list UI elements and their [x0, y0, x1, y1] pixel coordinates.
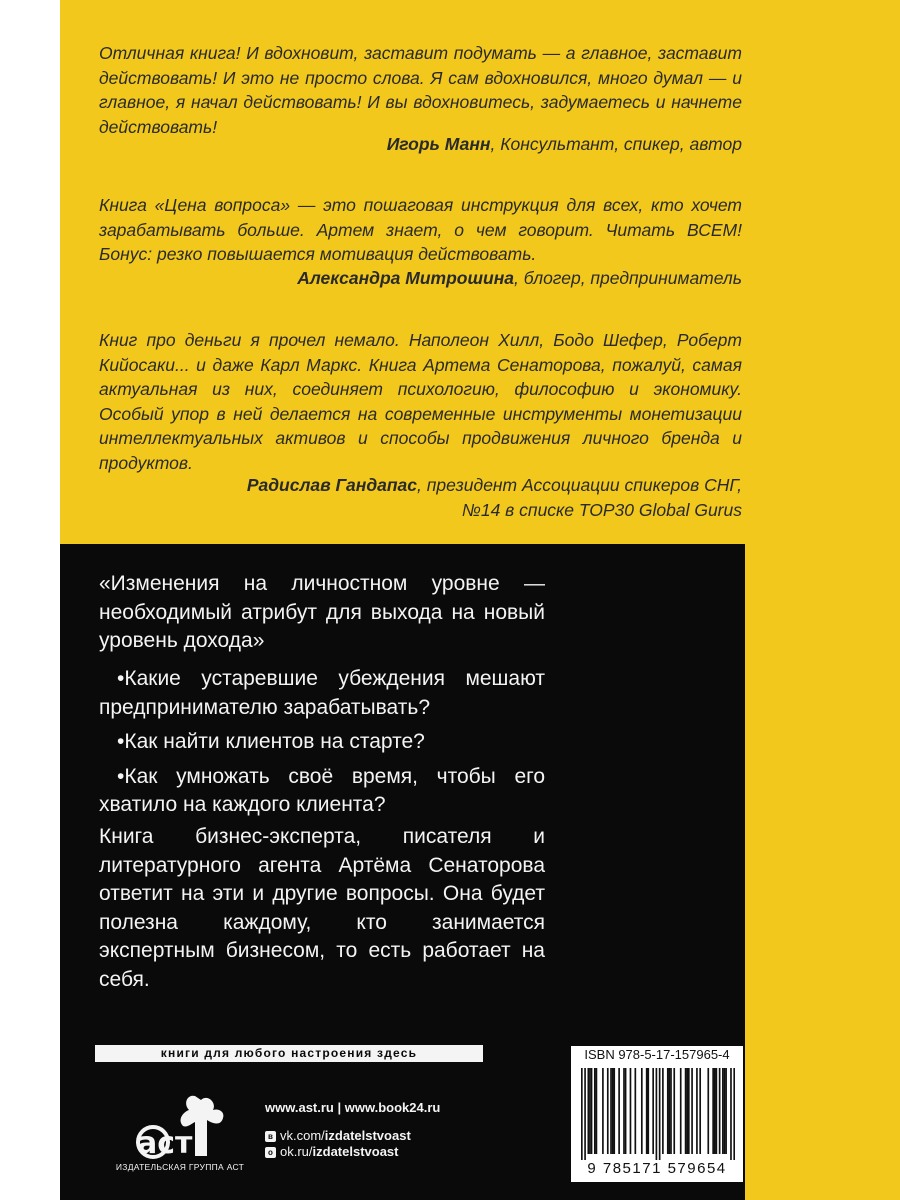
barcode-bar: [686, 1068, 688, 1154]
barcode-bar: [662, 1068, 664, 1154]
barcode-bar: [673, 1068, 675, 1154]
websites: www.ast.ru | www.book24.ru: [265, 1100, 441, 1115]
description-text: Книга бизнес-эксперта, писателя и литературного агента Артёма Сенаторова ответит на эти и другие вопросы. Она будет полезна каждому, кто занимается экспертным бизнесом, то есть работает на себя.: [99, 825, 545, 991]
barcode-bar: [712, 1068, 714, 1154]
barcode-bar: [707, 1068, 709, 1154]
barcode-bar: [730, 1068, 732, 1160]
review-2-attribution: [102, 266, 742, 291]
review-3-role-line2: №14 в списке TOP30 Global Gurus: [461, 499, 742, 520]
vk-handle: izdatelstvoast: [324, 1128, 411, 1143]
barcode-bar: [613, 1068, 615, 1154]
barcode-bar: [630, 1068, 632, 1154]
question-item-1: •Какие устаревшие убеждения мешают предпринимателю зарабатывать?: [99, 667, 545, 719]
ok-prefix: ok.ru/: [280, 1144, 313, 1159]
barcode-bar: [618, 1068, 620, 1154]
barcode-bar: [646, 1068, 648, 1154]
barcode-bar: [581, 1068, 583, 1160]
review-1-attribution: [102, 132, 742, 157]
review-1: [99, 41, 742, 139]
barcode-bar: [623, 1068, 625, 1154]
vk-prefix: vk.com/: [280, 1128, 325, 1143]
review-3-role: , президент Ассоциации спикеров СНГ,: [417, 475, 742, 495]
barcode-bar: [669, 1068, 671, 1154]
barcode-bar: [716, 1068, 718, 1154]
barcode-bar: [602, 1068, 604, 1154]
review-2-text: Книга «Цена вопроса» — это пошаговая инструкция для всех, кто хочет зарабатывать больше. Артем знает, о чем говорит. Читать ВСЕМ! Бонус: резко повышается мотивация действовать.: [99, 195, 742, 264]
question-item-3: •Как умножать своё время, чтобы его хватило на каждого клиента?: [99, 764, 545, 816]
main-quote-text: «Изменения на личностном уровне — необходимый атрибут для выхода на новый уровень дохода»: [99, 572, 545, 652]
barcode-bar: [688, 1068, 690, 1154]
barcode-bar: [733, 1068, 735, 1160]
barcode-bar: [612, 1068, 614, 1154]
description: [99, 823, 545, 994]
main-quote: [99, 570, 545, 656]
barcode-bar: [594, 1068, 596, 1154]
review-3: [99, 328, 742, 475]
isbn-text: ISBN 978-5-17-157965-4: [584, 1047, 730, 1062]
barcode-bar: [625, 1068, 627, 1154]
barcode-bar: [652, 1068, 654, 1154]
barcode-bar: [634, 1068, 636, 1154]
barcode-bar: [659, 1068, 661, 1160]
review-1-role: , Консультант, спикер, автор: [490, 134, 742, 154]
review-2-role: , блогер, предприниматель: [514, 268, 742, 288]
barcode-bar: [725, 1068, 727, 1154]
yellow-strip: [745, 1170, 900, 1200]
barcode-bar: [685, 1068, 687, 1154]
question-item-2: •Как найти клиентов на старте?: [117, 730, 425, 753]
barcode-bar: [680, 1068, 682, 1154]
barcode-bar: [610, 1068, 612, 1154]
barcode-bar: [607, 1068, 609, 1154]
question-list: [99, 665, 545, 826]
barcode-bar: [656, 1068, 658, 1160]
barcode-bar: [596, 1068, 598, 1154]
vk-icon: в: [265, 1131, 276, 1142]
review-1-text: Отличная книга! И вдохновит, заставит подумать — а главное, заставит действовать! И это не просто слова. Я сам вдохновился, много думал — и главное, я начал действовать! И вы вдохновитесь, задумаетесь и начнете действовать!: [99, 43, 742, 137]
logo-text: аст: [137, 1126, 193, 1161]
barcode-bar: [667, 1068, 669, 1154]
review-1-author: Игорь Манн: [386, 134, 491, 154]
barcode-bar: [719, 1068, 721, 1154]
barcode-bar: [587, 1068, 589, 1154]
slogan-banner: книги для любого настроения здесь: [95, 1045, 483, 1062]
barcode-bar: [722, 1068, 724, 1154]
publisher-name: ИЗДАТЕЛЬСКАЯ ГРУППА АСТ: [115, 1162, 245, 1172]
barcode-bar: [589, 1068, 591, 1154]
barcode-bar: [699, 1068, 701, 1154]
vk-link[interactable]: [265, 1128, 411, 1143]
barcode-bar: [641, 1068, 643, 1154]
barcode-bar: [670, 1068, 672, 1154]
barcode-bar: [714, 1068, 716, 1154]
barcode-bar: [584, 1068, 586, 1160]
barcode: [581, 1068, 735, 1160]
review-3-text: Книг про деньги я прочел немало. Наполеон Хилл, Бодо Шефер, Роберт Кийосаки... и даже Карл Маркс. Книга Артема Сенаторова, пожалуй, самая актуальная из них, соединяет психологию, философию и экономику. Особый упор в ней делается на современные инструменты монетизации интеллектуальных активов и способы продвижения личного бренда и продуктов.: [99, 330, 742, 473]
ok-icon: о: [265, 1147, 276, 1158]
review-3-attribution: [102, 473, 742, 522]
barcode-bar: [724, 1068, 726, 1154]
barcode-bar: [691, 1068, 693, 1154]
review-3-author: Радислав Гандапас: [246, 475, 418, 495]
barcode-digits: 9 785171 579654: [587, 1160, 727, 1177]
review-2: [99, 193, 742, 267]
barcode-bar: [591, 1068, 593, 1154]
barcode-bar: [696, 1068, 698, 1154]
barcode-bar: [647, 1068, 649, 1154]
review-2-author: Александра Митрошина: [297, 268, 515, 288]
ok-link[interactable]: [265, 1144, 399, 1159]
ok-handle: izdatelstvoast: [312, 1144, 399, 1159]
